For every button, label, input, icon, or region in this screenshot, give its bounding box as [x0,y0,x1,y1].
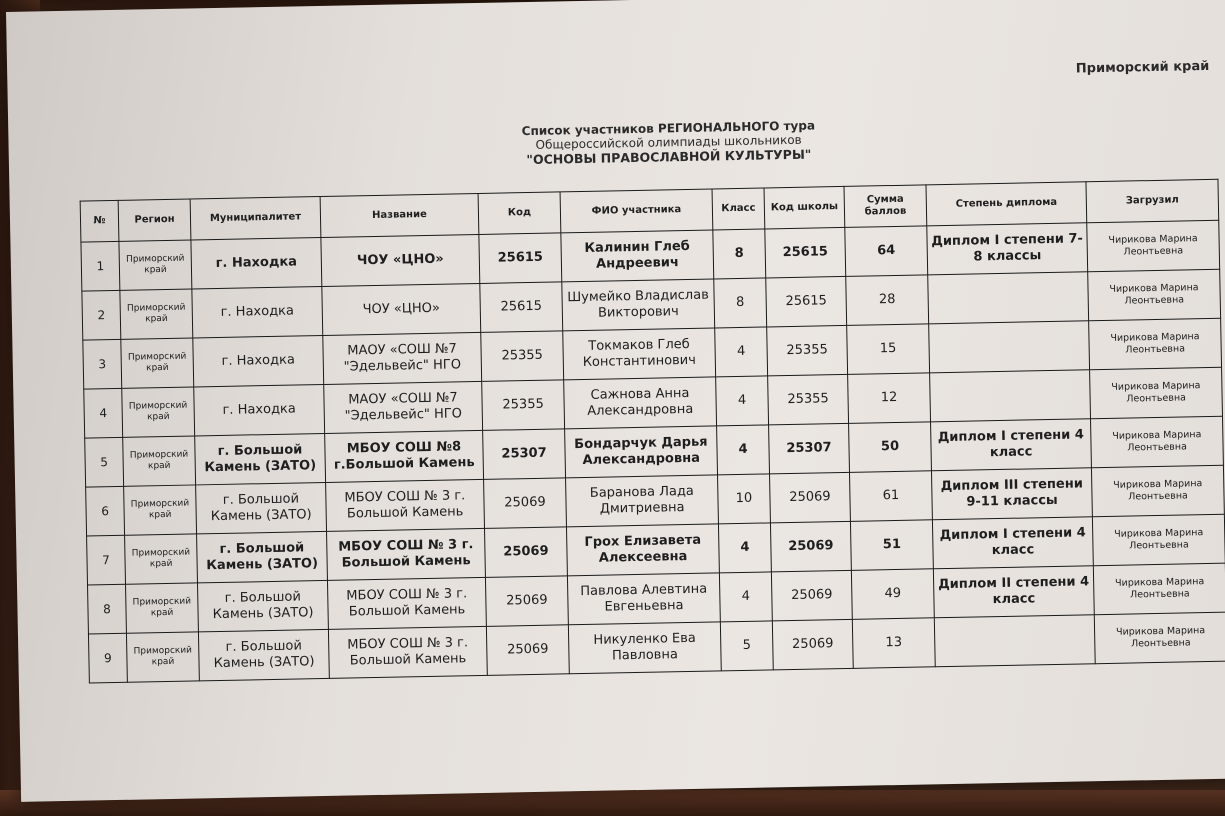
uploaded-by-cell: Чирикова Марина Леонтьевна [1087,220,1220,272]
header-cell: Код [478,192,561,235]
grade-cell: 4 [718,523,771,573]
region-cell: Приморский край [119,240,192,290]
header-cell: ФИО участника [560,189,713,233]
school-code-cell: 25615 [765,227,846,278]
school-name-cell: ЧОУ «ЦНО» [322,283,481,335]
code-cell: 25069 [485,576,568,627]
score-cell: 12 [848,373,931,424]
municipality-cell: г. Находка [193,335,324,386]
municipality-cell: г. Большой Камень (ЗАТО) [197,531,328,582]
document-title [388,116,949,170]
header-cell: № [80,200,119,242]
grade-cell: 5 [720,621,773,671]
municipality-cell: г. Находка [194,384,325,435]
code-cell: 25069 [486,625,569,676]
grade-cell: 10 [718,474,771,524]
row-number-cell: 1 [81,241,120,291]
region-cell: Приморский край [123,436,196,486]
participants-table [80,179,1225,684]
diploma-cell: Диплом II степени 4 класс [933,566,1094,618]
school-code-cell: 25355 [767,325,848,376]
school-name-cell: МБОУ СОШ № 3 г. Большой Камень [327,577,486,629]
school-code-cell: 25069 [770,472,851,523]
row-number-cell: 6 [86,486,125,536]
municipality-cell: г. Большой Камень (ЗАТО) [196,482,327,533]
municipality-cell: г. Находка [192,286,323,337]
grade-cell: 4 [715,327,768,377]
title-line-3: "ОСНОВЫ ПРАВОСЛАВНОЙ КУЛЬТУРЫ" [526,146,812,168]
header-cell: Код школы [764,186,845,229]
title-line-1: Список участников РЕГИОНАЛЬНОГО тура [521,118,816,139]
diploma-cell: Диплом I степени 4 класс [931,419,1092,471]
row-number-cell: 9 [88,633,127,683]
school-name-cell: МАОУ «СОШ №7 "Эдельвейс" НГО [324,381,483,433]
grade-cell: 4 [716,376,769,426]
region-cell: Приморский край [120,289,193,339]
region-header: Приморский край [1075,58,1210,77]
diploma-cell: Диплом I степени 7-8 классы [927,223,1088,275]
row-number-cell: 2 [82,290,121,340]
region-cell: Приморский край [122,387,195,437]
row-number-cell: 3 [83,339,122,389]
participant-name-cell: Баранова Лада Дмитриевна [566,475,719,527]
participant-name-cell: Токмаков Глеб Константинович [563,328,716,380]
code-cell: 25615 [479,233,562,284]
uploaded-by-cell: Чирикова Марина Леонтьевна [1092,514,1225,566]
participant-name-cell: Грох Елизавета Алексеевна [566,524,719,576]
diploma-cell [929,321,1090,373]
code-cell: 25355 [482,380,565,431]
participant-name-cell: Калинин Глеб Андреевич [561,230,714,282]
score-cell: 64 [845,226,928,277]
row-number-cell: 4 [84,388,123,438]
school-name-cell: МБОУ СОШ № 3 г. Большой Камень [327,528,486,580]
uploaded-by-cell: Чирикова Марина Леонтьевна [1090,367,1223,419]
uploaded-by-cell: Чирикова Марина Леонтьевна [1093,563,1225,615]
school-code-cell: 25355 [768,374,849,425]
uploaded-by-cell: Чирикова Марина Леонтьевна [1091,416,1224,468]
header-cell: Регион [118,199,191,241]
score-cell: 51 [850,520,933,571]
grade-cell: 4 [717,425,770,475]
row-number-cell: 8 [88,584,127,634]
municipality-cell: г. Большой Камень (ЗАТО) [197,580,328,631]
header-cell: Загрузил [1086,179,1219,223]
school-name-cell: МБОУ СОШ № 3 г. Большой Камень [326,479,485,531]
participant-name-cell: Сажнова Анна Александровна [564,377,717,429]
uploaded-by-cell: Чирикова Марина Леонтьевна [1089,318,1222,370]
code-cell: 25069 [484,478,567,529]
school-name-cell: МБОУ СОШ №8 г.Большой Камень [325,430,484,482]
header-cell: Название [320,193,479,237]
row-number-cell: 5 [85,437,124,487]
code-cell: 25355 [481,331,564,382]
header-cell: Муниципалитет [190,197,321,240]
header-cell: Сумма баллов [844,185,927,228]
school-code-cell: 25307 [769,423,850,474]
score-cell: 61 [849,471,932,522]
region-cell: Приморский край [121,338,194,388]
diploma-cell [928,272,1089,324]
diploma-cell: Диплом III степени 9-11 классы [931,468,1092,520]
code-cell: 25069 [485,527,568,578]
region-cell: Приморский край [124,485,197,535]
participant-name-cell: Никуленко Ева Павловна [568,622,721,674]
municipality-cell: г. Большой Камень (ЗАТО) [195,433,326,484]
participant-name-cell: Бондарчук Дарья Александровна [565,426,718,478]
diploma-cell: Диплом I степени 4 класс [932,517,1093,569]
school-name-cell: МАОУ «СОШ №7 "Эдельвейс" НГО [323,332,482,384]
code-cell: 25307 [483,429,566,480]
uploaded-by-cell: Чирикова Марина Леонтьевна [1091,465,1224,517]
participant-name-cell: Павлова Алевтина Евгеньевна [567,573,720,625]
score-cell: 15 [847,324,930,375]
diploma-cell [934,615,1095,667]
region-cell: Приморский край [125,534,198,584]
school-code-cell: 25069 [772,619,853,670]
header-cell: Класс [712,188,765,230]
municipality-cell: г. Большой Камень (ЗАТО) [198,629,329,680]
region-cell: Приморский край [126,583,199,633]
school-name-cell: МБОУ СОШ № 3 г. Большой Камень [328,626,487,678]
score-cell: 50 [849,422,932,473]
participant-name-cell: Шумейко Владислав Викторович [562,279,715,331]
score-cell: 49 [851,569,934,620]
grade-cell: 8 [713,229,766,279]
grade-cell: 4 [719,572,772,622]
school-code-cell: 25615 [766,276,847,327]
title-line-2: Общероссийской олимпиады школьников [535,132,802,152]
paper-sheet [6,0,1225,802]
school-code-cell: 25069 [770,521,851,572]
row-number-cell: 7 [87,535,126,585]
header-cell: Степень диплома [926,182,1087,226]
uploaded-by-cell: Чирикова Марина Леонтьевна [1088,269,1221,321]
school-name-cell: ЧОУ «ЦНО» [321,234,480,286]
code-cell: 25615 [480,282,563,333]
uploaded-by-cell: Чирикова Марина Леонтьевна [1094,612,1225,664]
school-code-cell: 25069 [771,570,852,621]
grade-cell: 8 [714,278,767,328]
score-cell: 28 [846,275,929,326]
score-cell: 13 [852,618,935,669]
region-cell: Приморский край [126,632,199,682]
diploma-cell [930,370,1091,422]
municipality-cell: г. Находка [191,237,322,288]
